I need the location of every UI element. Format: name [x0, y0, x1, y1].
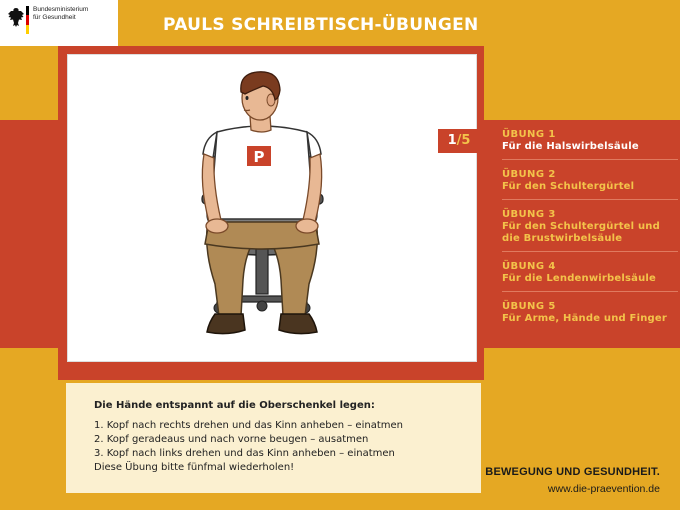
instructions-heading: Die Hände entspannt auf die Oberschenkel legen: — [94, 400, 375, 411]
counter-current: 1 — [447, 133, 457, 148]
exercise-description: Für Arme, Hände und Finger — [502, 313, 668, 324]
exercise-item-3[interactable] — [502, 200, 678, 252]
exercise-item-2[interactable] — [502, 160, 678, 200]
instruction-line: 2. Kopf geradeaus und nach vorne beugen – ausatmen — [94, 434, 369, 445]
exercise-description: Für den Schultergürtel und die Brustwirbelsäule — [502, 221, 660, 244]
exercise-description: Für den Schultergürtel — [502, 181, 635, 192]
instruction-line: Diese Übung bitte fünfmal wiederholen! — [94, 462, 295, 473]
footer-tagline — [485, 466, 660, 495]
exercise-counter — [438, 129, 480, 153]
exercise-number: ÜBUNG 4 — [502, 261, 556, 272]
instructions-steps — [94, 419, 403, 475]
logo-text: Bundesministerium für Gesundheit — [33, 6, 89, 21]
german-flag-stripe — [26, 6, 29, 34]
exercise-item-1[interactable] — [502, 120, 678, 160]
exercise-number: ÜBUNG 3 — [502, 209, 556, 220]
exercise-item-5[interactable] — [502, 292, 678, 331]
instruction-line: 3. Kopf nach links drehen und das Kinn anheben – einatmen — [94, 448, 395, 459]
exercise-number: ÜBUNG 1 — [502, 129, 556, 140]
instruction-line: 1. Kopf nach rechts drehen und das Kinn anheben – einatmen — [94, 420, 403, 431]
shirt-logo-letter: P — [253, 148, 265, 166]
paul-sitting-illustration — [67, 54, 477, 362]
exercise-illustration — [67, 54, 477, 362]
tagline-title: BEWEGUNG UND GESUNDHEIT. — [485, 466, 660, 478]
exercise-item-4[interactable] — [502, 252, 678, 292]
counter-total: 5 — [461, 133, 471, 148]
counter-separator: / — [456, 133, 462, 148]
ministry-logo[interactable] — [0, 0, 118, 46]
page-title: PAULS SCHREIBTISCH-ÜBUNGEN — [163, 15, 479, 35]
instructions-panel — [66, 383, 481, 493]
exercise-number: ÜBUNG 5 — [502, 301, 556, 312]
website-link[interactable]: www.die-praevention.de — [547, 483, 660, 495]
exercise-description: Für die Lendenwirbelsäule — [502, 273, 657, 284]
federal-eagle-icon — [7, 6, 25, 28]
exercise-description: Für die Halswirbelsäule — [502, 141, 639, 152]
exercise-number: ÜBUNG 2 — [502, 169, 556, 180]
exercise-list — [502, 120, 678, 331]
